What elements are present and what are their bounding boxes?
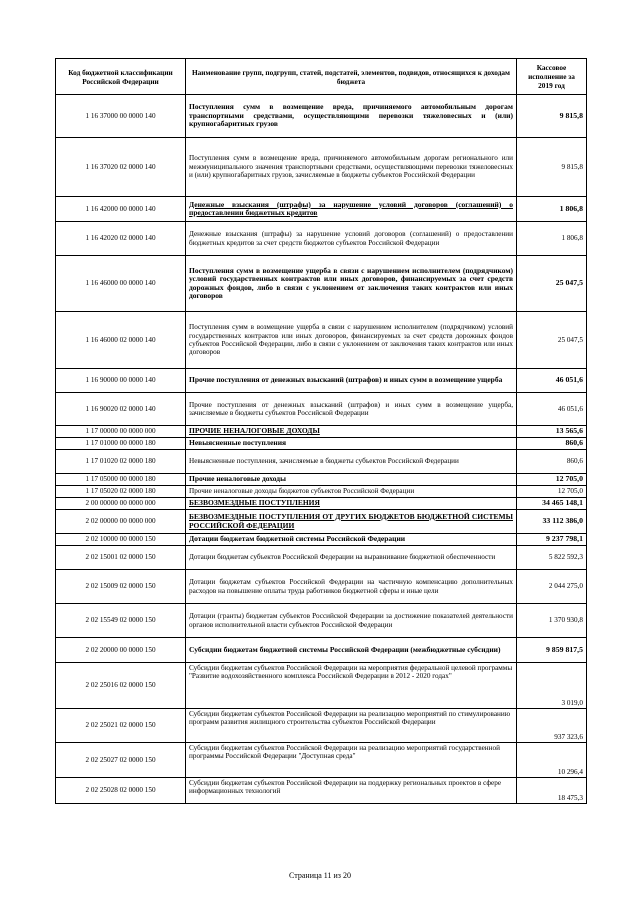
- row-code: 1 16 42020 02 0000 140: [56, 222, 186, 256]
- header-name: Наименование групп, подгрупп, статей, подстатей, элементов, подвидов, относящихся к доходам бюджета: [186, 59, 517, 95]
- row-code: 1 16 37000 00 0000 140: [56, 95, 186, 138]
- row-name: Невыясненные поступления, зачисляемые в бюджеты субъектов Российской Федерации: [186, 450, 517, 474]
- table-row: [56, 570, 587, 604]
- row-name: Дотации бюджетам субъектов Российской Федерации на частичную компенсацию дополнительных расходов на повышение оплаты труда работников бюджетной сферы и иные цели: [186, 570, 517, 604]
- row-amount: 34 465 148,1: [517, 498, 587, 510]
- table-row: [56, 426, 587, 438]
- header-amount: Кассовое исполнение за 2019 год: [517, 59, 587, 95]
- table-row: [56, 638, 587, 663]
- row-code: 2 02 25027 02 0000 150: [56, 743, 186, 778]
- row-name: Субсидии бюджетам субъектов Российской Федерации на мероприятия федеральной целевой программы "Развитие водохозяйственного комплекса Российской Федерации в 2012 - 2020 годах": [186, 663, 517, 709]
- row-code: 2 02 25021 02 0000 150: [56, 709, 186, 743]
- row-code: 2 02 25016 02 0000 150: [56, 663, 186, 709]
- table-row: [56, 663, 587, 709]
- row-name: БЕЗВОЗМЕЗДНЫЕ ПОСТУПЛЕНИЯ ОТ ДРУГИХ БЮДЖЕТОВ БЮДЖЕТНОЙ СИСТЕМЫ РОССИЙСКОЙ ФЕДЕРАЦИИ: [186, 510, 517, 534]
- row-code: 1 16 90000 00 0000 140: [56, 369, 186, 393]
- row-code: 2 02 20000 00 0000 150: [56, 638, 186, 663]
- row-name: Поступления сумм в возмещение ущерба в связи с нарушением исполнителем (подрядчиком) условий государственных контрактов или иных договоров, финансируемых за счет средств дорожных фондов, либо в связи с уклонением от заключения таких контрактов или иных договоров: [186, 256, 517, 312]
- row-amount: 12 705,0: [517, 486, 587, 498]
- row-code: 2 02 15549 02 0000 150: [56, 604, 186, 638]
- table-row: [56, 510, 587, 534]
- row-code: 2 02 15001 02 0000 150: [56, 546, 186, 570]
- row-amount: 46 051,6: [517, 369, 587, 393]
- row-amount: 1 806,8: [517, 197, 587, 222]
- row-amount: 1 806,8: [517, 222, 587, 256]
- budget-revenue-table: [55, 58, 587, 804]
- row-amount: 1 370 930,8: [517, 604, 587, 638]
- row-name: Невыясненные поступления: [186, 438, 517, 450]
- table-row: [56, 546, 587, 570]
- row-name: Субсидии бюджетам субъектов Российской Федерации на поддержку региональных проектов в сфере информационных технологий: [186, 778, 517, 804]
- row-name: Прочие поступления от денежных взысканий (штрафов) и иных сумм в возмещение ущерба, зачисляемые в бюджеты субъектов Российской Федерации: [186, 393, 517, 426]
- table-row: [56, 498, 587, 510]
- row-code: 2 02 10000 00 0000 150: [56, 534, 186, 546]
- row-name: Дотации (гранты) бюджетам субъектов Российской Федерации за достижение показателей деятельности органов исполнительной власти субъектов Российской Федерации: [186, 604, 517, 638]
- row-amount: 18 475,3: [517, 778, 587, 804]
- row-amount: 5 822 592,3: [517, 546, 587, 570]
- row-code: 1 17 05000 00 0000 180: [56, 474, 186, 486]
- row-name: Субсидии бюджетам субъектов Российской Федерации на реализацию мероприятий по стимулированию программ развития жилищного строительства субъектов Российской Федерации: [186, 709, 517, 743]
- row-name: Поступления сумм в возмещение вреда, причиняемого автомобильным дорогам транспортными средствами, осуществляющими перевозки тяжеловесных и (или) крупногабаритных грузов: [186, 95, 517, 138]
- row-name: ПРОЧИЕ НЕНАЛОГОВЫЕ ДОХОДЫ: [186, 426, 517, 438]
- header-code: Код бюджетной классификации Российской Федерации: [56, 59, 186, 95]
- row-amount: 9 859 817,5: [517, 638, 587, 663]
- row-code: 1 16 90020 02 0000 140: [56, 393, 186, 426]
- table-row: [56, 534, 587, 546]
- row-amount: 9 237 798,1: [517, 534, 587, 546]
- row-amount: 12 705,0: [517, 474, 587, 486]
- table-row: [56, 369, 587, 393]
- row-amount: 860,6: [517, 450, 587, 474]
- table-row: [56, 197, 587, 222]
- row-amount: 9 815,8: [517, 138, 587, 197]
- row-amount: 46 051,6: [517, 393, 587, 426]
- row-amount: 10 296,4: [517, 743, 587, 778]
- row-amount: 3 019,0: [517, 663, 587, 709]
- row-name: Прочие поступления от денежных взысканий (штрафов) и иных сумм в возмещение ущерба: [186, 369, 517, 393]
- row-amount: 9 815,8: [517, 95, 587, 138]
- table-row: [56, 393, 587, 426]
- row-name: Субсидии бюджетам бюджетной системы Российской Федерации (межбюджетные субсидии): [186, 638, 517, 663]
- row-code: 1 16 37020 02 0000 140: [56, 138, 186, 197]
- table-row: [56, 95, 587, 138]
- row-amount: 2 044 275,0: [517, 570, 587, 604]
- row-name: Поступления сумм в возмещение вреда, причиняемого автомобильным дорогам регионального или межмуниципального значения транспортными средствами, осуществляющими перевозки тяжеловесных и (или) крупногабаритных грузов, зачисляемые в бюджеты субъектов Российской Федерации: [186, 138, 517, 197]
- table-row: [56, 474, 587, 486]
- row-code: 1 16 46000 00 0000 140: [56, 256, 186, 312]
- row-code: 1 17 01000 00 0000 180: [56, 438, 186, 450]
- row-code: 2 00 00000 00 0000 000: [56, 498, 186, 510]
- row-amount: 33 112 386,0: [517, 510, 587, 534]
- row-name: Денежные взыскания (штрафы) за нарушение условий договоров (соглашений) о предоставлении бюджетных кредитов: [186, 197, 517, 222]
- row-code: 1 16 46000 02 0000 140: [56, 312, 186, 369]
- row-code: 1 17 01020 02 0000 180: [56, 450, 186, 474]
- table-row: [56, 438, 587, 450]
- table-row: [56, 138, 587, 197]
- row-name: Субсидии бюджетам субъектов Российской Федерации на реализацию мероприятий государственной программы Российской Федерации "Доступная среда": [186, 743, 517, 778]
- table-row: [56, 743, 587, 778]
- row-code: 2 02 15009 02 0000 150: [56, 570, 186, 604]
- row-name: Поступления сумм в возмещение ущерба в связи с нарушением исполнителем (подрядчиком) условий государственных контрактов или иных договоров, финансируемых за счет средств дорожных фондов субъектов Российской Федерации, либо в связи с уклонением от заключения таких контрактов или иных договоров: [186, 312, 517, 369]
- table-row: [56, 256, 587, 312]
- row-code: 1 17 05020 02 0000 180: [56, 486, 186, 498]
- row-name: Прочие неналоговые доходы: [186, 474, 517, 486]
- row-amount: 25 047,5: [517, 256, 587, 312]
- table-header-row: [56, 59, 587, 95]
- row-name: Дотации бюджетам бюджетной системы Российской Федерации: [186, 534, 517, 546]
- row-code: 2 02 25028 02 0000 150: [56, 778, 186, 804]
- table-row: [56, 604, 587, 638]
- row-code: 1 17 00000 00 0000 000: [56, 426, 186, 438]
- table-row: [56, 312, 587, 369]
- table-row: [56, 450, 587, 474]
- row-name: Прочие неналоговые доходы бюджетов субъектов Российской Федерации: [186, 486, 517, 498]
- page-footer: Страница 11 из 20: [289, 871, 351, 880]
- row-amount: 860,6: [517, 438, 587, 450]
- row-code: 2 02 00000 00 0000 000: [56, 510, 186, 534]
- table-row: [56, 709, 587, 743]
- row-code: 1 16 42000 00 0000 140: [56, 197, 186, 222]
- table-row: [56, 222, 587, 256]
- row-amount: 25 047,5: [517, 312, 587, 369]
- row-amount: 937 323,6: [517, 709, 587, 743]
- row-amount: 13 565,6: [517, 426, 587, 438]
- row-name: Денежные взыскания (штрафы) за нарушение условий договоров (соглашений) о предоставлении бюджетных кредитов за счет средств бюджетов субъектов Российской Федерации: [186, 222, 517, 256]
- table-row: [56, 486, 587, 498]
- row-name: Дотации бюджетам субъектов Российской Федерации на выравнивание бюджетной обеспеченности: [186, 546, 517, 570]
- table-row: [56, 778, 587, 804]
- row-name: БЕЗВОЗМЕЗДНЫЕ ПОСТУПЛЕНИЯ: [186, 498, 517, 510]
